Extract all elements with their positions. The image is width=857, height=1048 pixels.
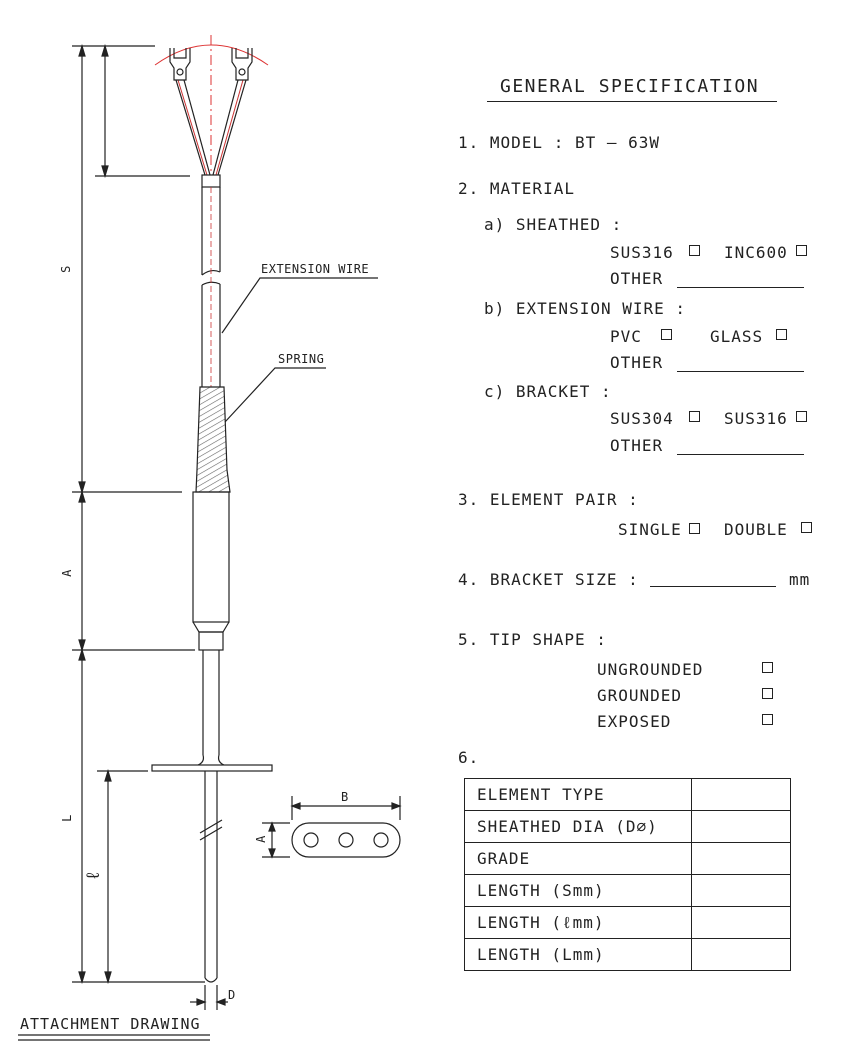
sheath-break: [200, 820, 222, 840]
row-value[interactable]: [692, 939, 791, 971]
sheath-lower: [205, 771, 217, 978]
dim-label-lsmall: ℓ: [82, 869, 104, 881]
table-row: [465, 811, 791, 843]
row-label: LENGTH (Lmm): [465, 939, 692, 971]
tip-exposed-label: EXPOSED: [597, 712, 672, 731]
nut: [199, 632, 223, 650]
spec-bracket: c) BRACKET :: [484, 382, 612, 401]
spec-material: 2. MATERIAL: [458, 179, 575, 198]
bracket-sus316-checkbox[interactable]: [796, 411, 807, 422]
row-label: ELEMENT TYPE: [465, 779, 692, 811]
spec-tip-shape: 5. TIP SHAPE :: [458, 630, 607, 649]
tip-ungrounded-checkbox[interactable]: [762, 662, 773, 673]
dim-label-d: D: [228, 988, 236, 1002]
pair-single-checkbox[interactable]: [689, 523, 700, 534]
leader-spring: [225, 368, 326, 422]
bracket-size-unit: mm: [789, 570, 811, 589]
spec-bracket-size: 4. BRACKET SIZE :: [458, 570, 639, 589]
spec-extension-wire: b) EXTENSION WIRE :: [484, 299, 687, 318]
row-label: GRADE: [465, 843, 692, 875]
table-row: [465, 779, 791, 811]
spec-sheathed: a) SHEATHED :: [484, 215, 623, 234]
spec-element-pair: 3. ELEMENT PAIR :: [458, 490, 639, 509]
tip-grounded-checkbox[interactable]: [762, 688, 773, 699]
bracket-other-label: OTHER: [610, 436, 664, 455]
sheathed-other-label: OTHER: [610, 269, 664, 288]
dim-label-l: L: [59, 814, 74, 822]
dim-label-a: A: [59, 569, 74, 577]
pair-double-checkbox[interactable]: [801, 522, 812, 533]
dim-label-a-bracket: A: [253, 835, 268, 843]
ext-other-field[interactable]: [677, 371, 804, 372]
bracket-sus316-label: SUS316: [724, 409, 788, 428]
sheath-upper: [203, 650, 219, 755]
attachment-drawing-title: ATTACHMENT DRAWING: [20, 1015, 201, 1033]
spec-title: GENERAL SPECIFICATION: [500, 76, 760, 97]
dim-label-s: S: [58, 265, 73, 273]
spade-lug-left: [170, 48, 190, 80]
row-value[interactable]: [692, 907, 791, 939]
tip-exposed-checkbox[interactable]: [762, 714, 773, 725]
bracket-plate: [152, 765, 272, 771]
label-extension-wire: EXTENSION WIRE: [261, 262, 370, 276]
bracket-sus304-label: SUS304: [610, 409, 674, 428]
spec-six: 6.: [458, 748, 480, 767]
sheathed-sus316-checkbox[interactable]: [689, 245, 700, 256]
table-row: [465, 875, 791, 907]
spade-lug-right: [232, 48, 252, 80]
spec-table: [464, 778, 791, 971]
table-row: [465, 907, 791, 939]
table-row: [465, 939, 791, 971]
row-label: LENGTH (ℓmm): [465, 907, 692, 939]
tip-grounded-label: GROUNDED: [597, 686, 683, 705]
bracket-detail: [262, 796, 400, 857]
row-label: SHEATHED DIA (D⌀): [465, 811, 692, 843]
label-spring: SPRING: [278, 352, 325, 366]
ext-pvc-label: PVC: [610, 327, 642, 346]
pair-single-label: SINGLE: [618, 520, 682, 539]
sheathed-inc600-label: INC600: [724, 243, 788, 262]
row-label: LENGTH (Smm): [465, 875, 692, 907]
sheathed-other-field[interactable]: [677, 287, 804, 288]
tip-ungrounded-label: UNGROUNDED: [597, 660, 704, 679]
row-value[interactable]: [692, 875, 791, 907]
row-value[interactable]: [692, 779, 791, 811]
spec-model: 1. MODEL : BT — 63W: [458, 133, 661, 152]
dim-label-b: B: [341, 790, 349, 804]
ext-other-label: OTHER: [610, 353, 664, 372]
row-value[interactable]: [692, 811, 791, 843]
ext-glass-checkbox[interactable]: [776, 329, 787, 340]
leader-extension-wire: [222, 278, 378, 333]
sheathed-inc600-checkbox[interactable]: [796, 245, 807, 256]
wire-end-cap: [202, 175, 220, 187]
bracket-size-field[interactable]: [650, 586, 776, 587]
bracket-sus304-checkbox[interactable]: [689, 411, 700, 422]
sheath-tip: [205, 978, 217, 982]
spring: [196, 387, 230, 492]
row-value[interactable]: [692, 843, 791, 875]
table-row: [465, 843, 791, 875]
sheathed-sus316-label: SUS316: [610, 243, 674, 262]
pair-double-label: DOUBLE: [724, 520, 788, 539]
cylinder-body: [193, 492, 229, 622]
title-underline: [487, 101, 777, 102]
bracket-other-field[interactable]: [677, 454, 804, 455]
ext-pvc-checkbox[interactable]: [661, 329, 672, 340]
ext-glass-label: GLASS: [710, 327, 764, 346]
